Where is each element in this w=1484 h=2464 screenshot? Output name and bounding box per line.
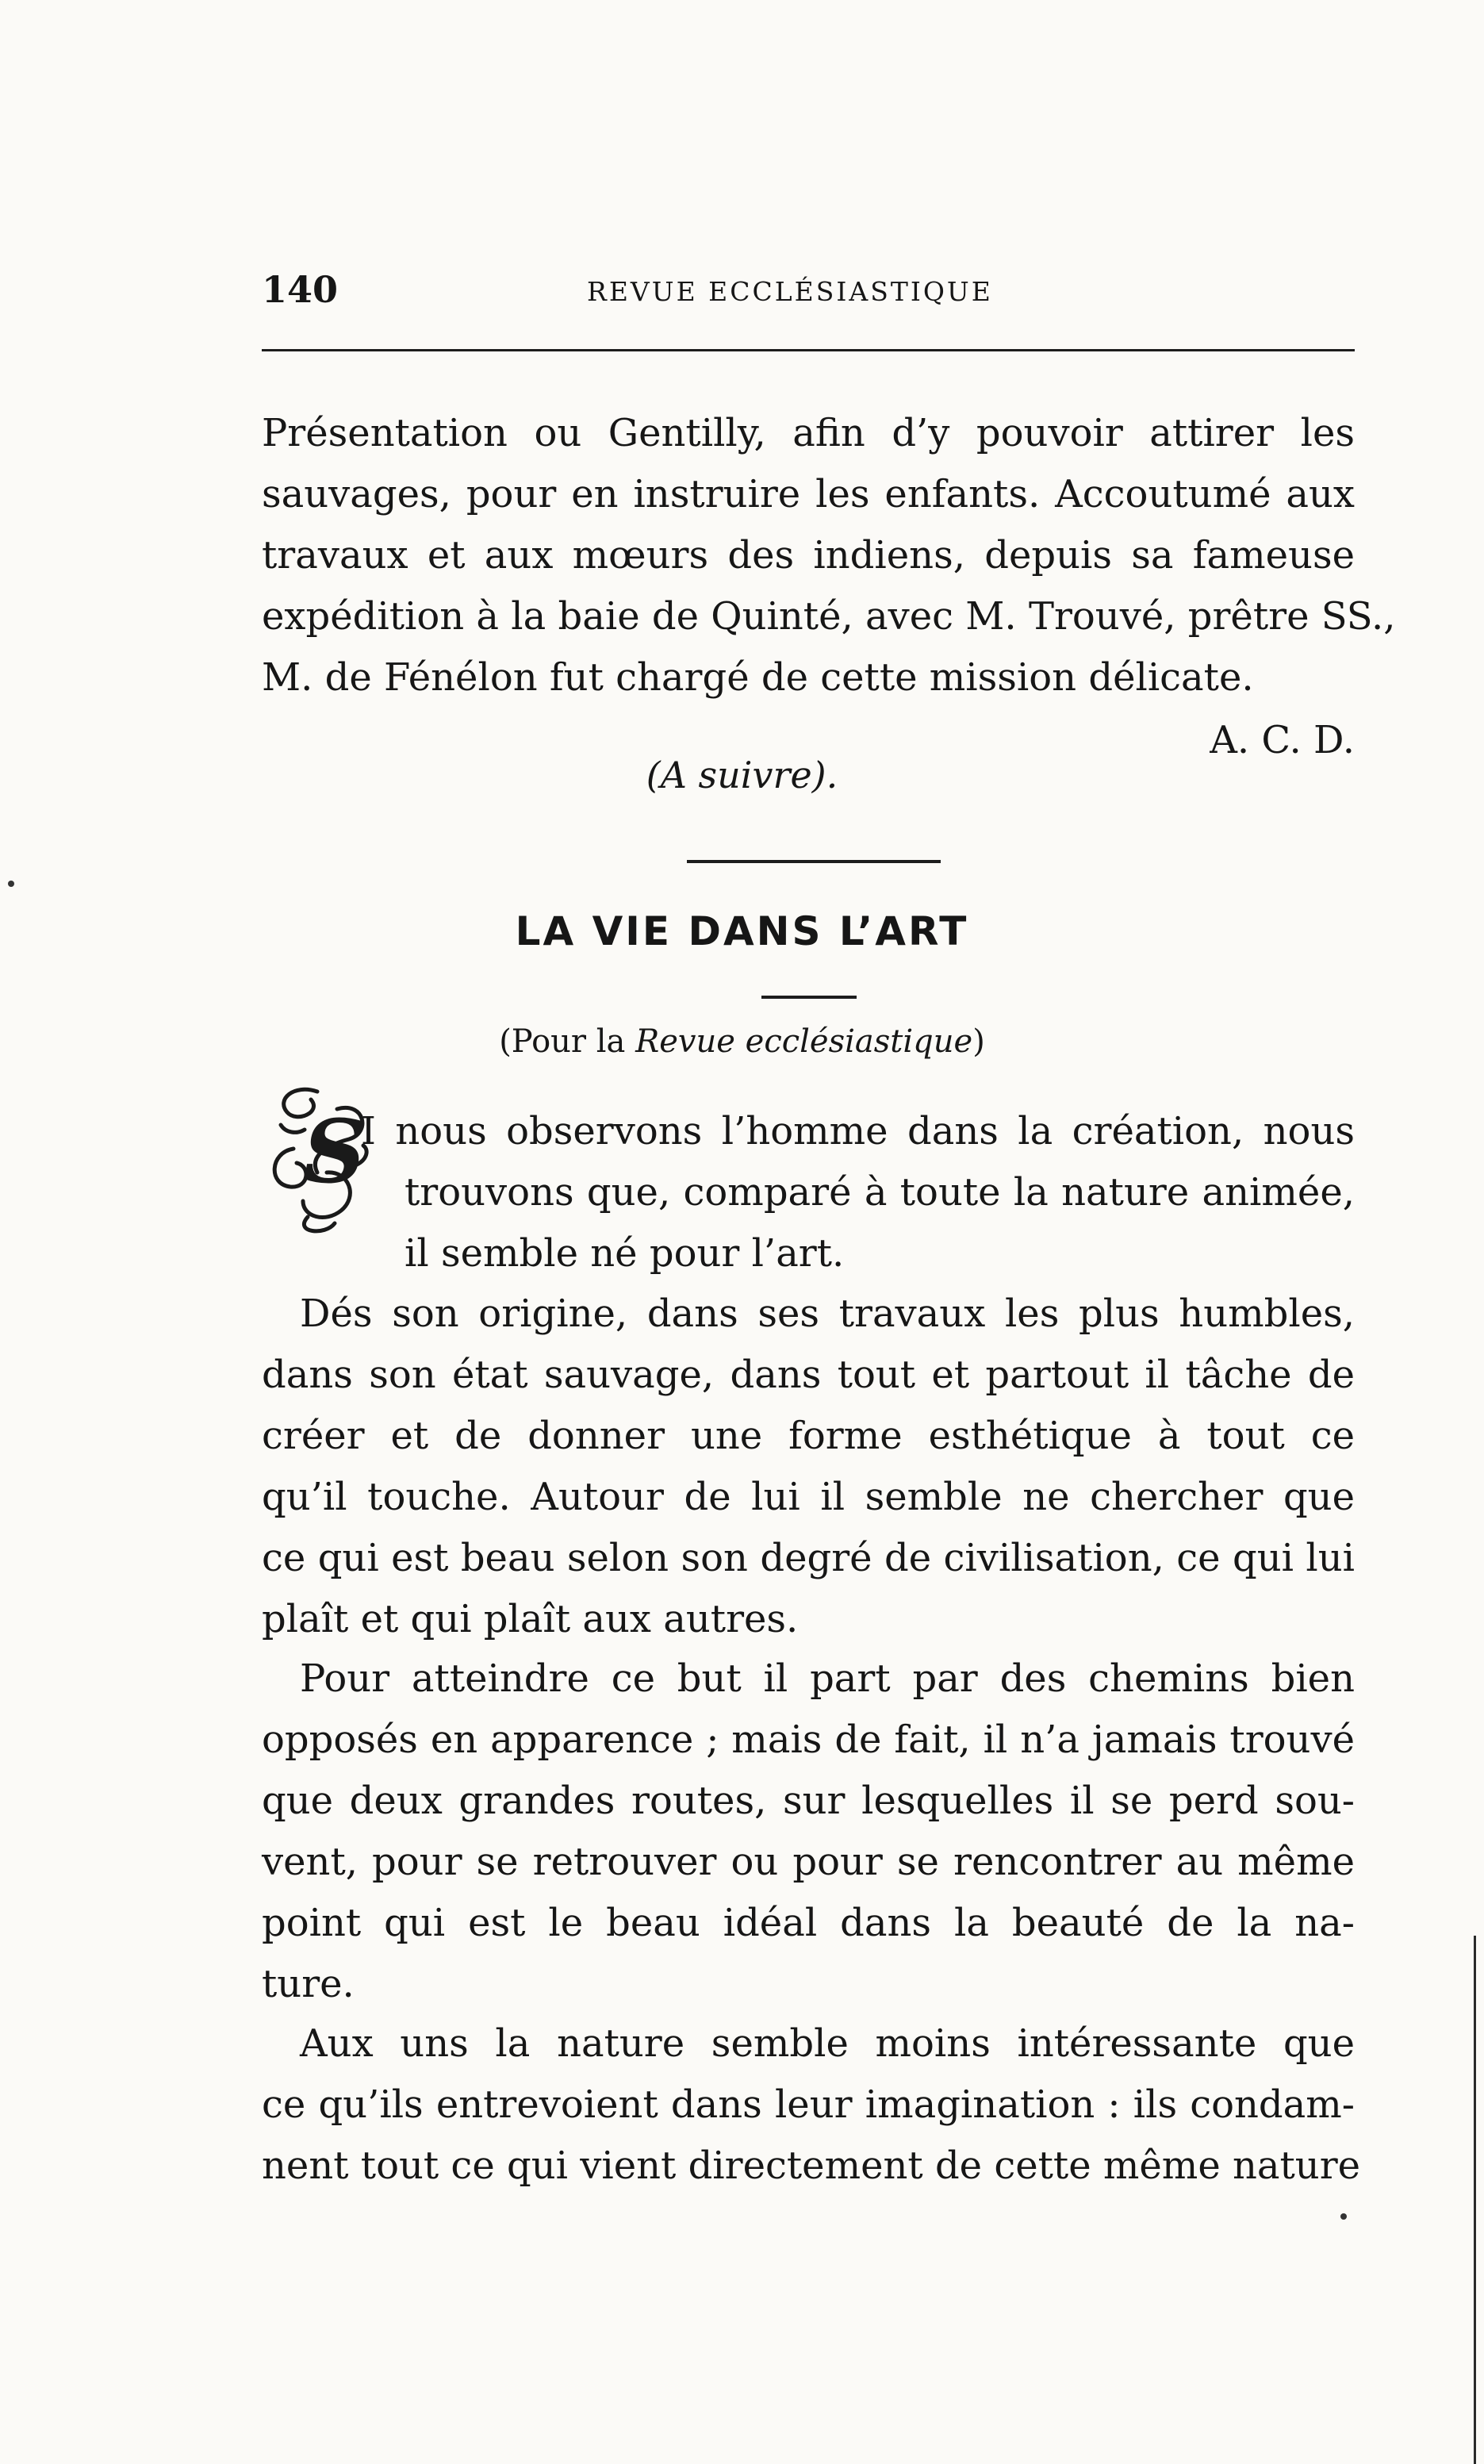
article-paragraph-4	[262, 2013, 1361, 2197]
text-line: il semble né pour l’art.	[405, 1231, 845, 1276]
margin-speck	[8, 881, 14, 887]
text-line: ce qu’ils entrevoient dans leur imagination : ils condam-	[262, 2082, 1355, 2127]
title-rule	[761, 996, 857, 999]
article-paragraph-3	[262, 1648, 1355, 2015]
text-line: créer et de donner une forme esthétique à tout ce	[262, 1414, 1355, 1458]
running-head	[262, 268, 1355, 316]
text-line: I nous observons l’homme dans la création, nous	[361, 1109, 1355, 1153]
text-line: sauvages, pour en instruire les enfants. Accoutumé aux	[262, 472, 1355, 516]
author-signature: A. C. D.	[1210, 718, 1355, 762]
text-line: point qui est le beau idéal dans la beauté de la na-	[262, 1901, 1355, 1945]
article-title: LA VIE DANS L’ART	[515, 908, 969, 954]
text-line: ture.	[262, 1962, 355, 2006]
text-line: trouvons que, comparé à toute la nature animée,	[405, 1170, 1355, 1215]
text-line: Pour atteindre ce but il part par des chemins bien	[300, 1656, 1355, 1701]
text-line: M. de Fénélon fut chargé de cette mission délicate.	[262, 655, 1254, 700]
text-line: qu’il touche. Autour de lui il semble ne chercher que	[262, 1475, 1355, 1519]
page-edge-shadow	[1474, 1936, 1476, 2464]
text-line: plaît et qui plaît aux autres.	[262, 1597, 799, 1641]
section-divider	[687, 860, 941, 863]
text-line: Aux uns la nature semble moins intéressante que	[300, 2021, 1355, 2066]
article-paragraph-1	[262, 1101, 1355, 1284]
text-line: dans son état sauvage, dans tout et partout il tâche de	[262, 1353, 1355, 1397]
text-line: opposés en apparence ; mais de fait, il n’a jamais trouvé	[262, 1718, 1355, 1762]
to-be-continued-note: (A suivre).	[646, 754, 838, 796]
article-subtitle: (Pour la Revue ecclésiastique)	[499, 1023, 985, 1060]
text-line: travaux et aux mœurs des indiens, depuis sa fameuse	[262, 533, 1355, 578]
drop-cap-letter: S	[303, 1100, 366, 1203]
article-paragraph-2	[262, 1284, 1355, 1650]
page-number: 140	[262, 268, 339, 311]
header-rule	[262, 349, 1355, 351]
text-line: nent tout ce qui vient directement de cette même nature	[262, 2144, 1361, 2188]
text-line: expédition à la baie de Quinté, avec M. Trouvé, prêtre SS.,	[262, 594, 1396, 639]
journal-title: REVUE ECCLÉSIASTIQUE	[587, 276, 993, 307]
text-line: que deux grandes routes, sur lesquelles il se perd sou-	[262, 1779, 1355, 1823]
continued-paragraph	[262, 403, 1396, 708]
text-line: Présentation ou Gentilly, afin d’y pouvoir attirer les	[262, 411, 1355, 455]
text-line: Dés son origine, dans ses travaux les plus humbles,	[300, 1291, 1355, 1336]
text-line: vent, pour se retrouver ou pour se rencontrer au même	[262, 1840, 1355, 1884]
text-line: ce qui est beau selon son degré de civilisation, ce qui lui	[262, 1536, 1355, 1580]
margin-speck	[1340, 2213, 1347, 2220]
